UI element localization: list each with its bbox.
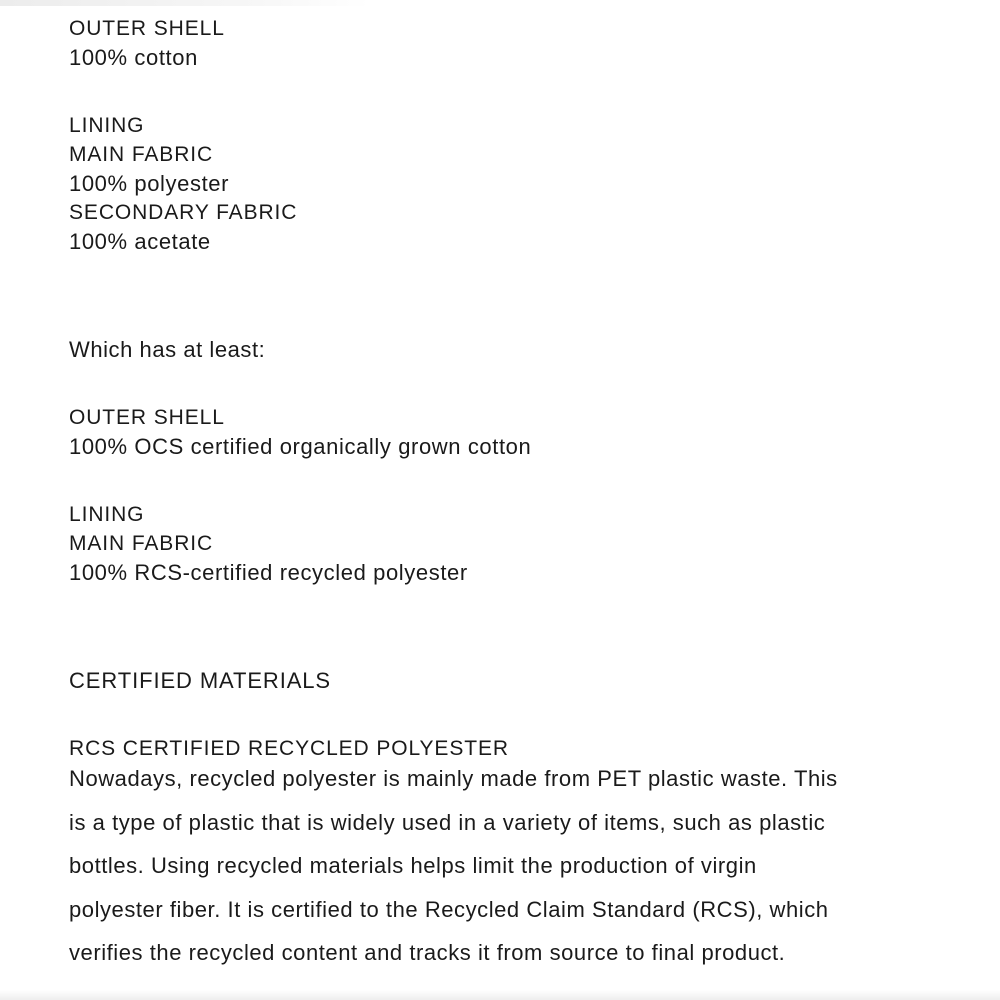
outer-shell-value: 100% cotton xyxy=(69,45,198,70)
composition-section xyxy=(69,14,949,256)
certified-materials-section xyxy=(69,666,949,975)
secondary-fabric-value: 100% acetate xyxy=(69,229,211,254)
at-least-section xyxy=(69,335,949,587)
outer-shell-label: OUTER SHELL xyxy=(69,17,225,40)
rcs-polyester-description xyxy=(69,757,949,975)
secondary-fabric-label: SECONDARY FABRIC xyxy=(69,201,298,224)
certified-materials-title: CERTIFIED MATERIALS xyxy=(69,668,331,693)
description-line: polyester fiber. It is certified to the Recycled Claim Standard (RCS), which xyxy=(69,896,829,922)
at-least-lining-label: LINING xyxy=(69,503,145,526)
at-least-main-fabric-label: MAIN FABRIC xyxy=(69,532,214,555)
main-fabric-value: 100% polyester xyxy=(69,171,230,196)
description-line: Nowadays, recycled polyester is mainly made from PET plastic waste. This xyxy=(69,766,838,791)
top-edge-shadow xyxy=(0,0,370,6)
at-least-intro: Which has at least: xyxy=(69,337,266,362)
bottom-edge-shadow xyxy=(0,990,1000,1000)
lining-label: LINING xyxy=(69,114,145,137)
description-line: verifies the recycled content and tracks it from source to final product. xyxy=(69,940,786,965)
description-line: bottles. Using recycled materials helps limit the production of virgin xyxy=(69,853,757,878)
main-fabric-label: MAIN FABRIC xyxy=(69,143,214,166)
at-least-main-fabric-value: 100% RCS-certified recycled polyester xyxy=(69,560,468,585)
description-line: is a type of plastic that is widely used in a variety of items, such as plastic xyxy=(69,809,826,835)
at-least-outer-shell-value: 100% OCS certified organically grown cotton xyxy=(69,434,532,459)
at-least-outer-shell-label: OUTER SHELL xyxy=(69,406,225,429)
rcs-polyester-title: RCS CERTIFIED RECYCLED POLYESTER xyxy=(69,737,509,760)
composition-document xyxy=(69,14,949,975)
